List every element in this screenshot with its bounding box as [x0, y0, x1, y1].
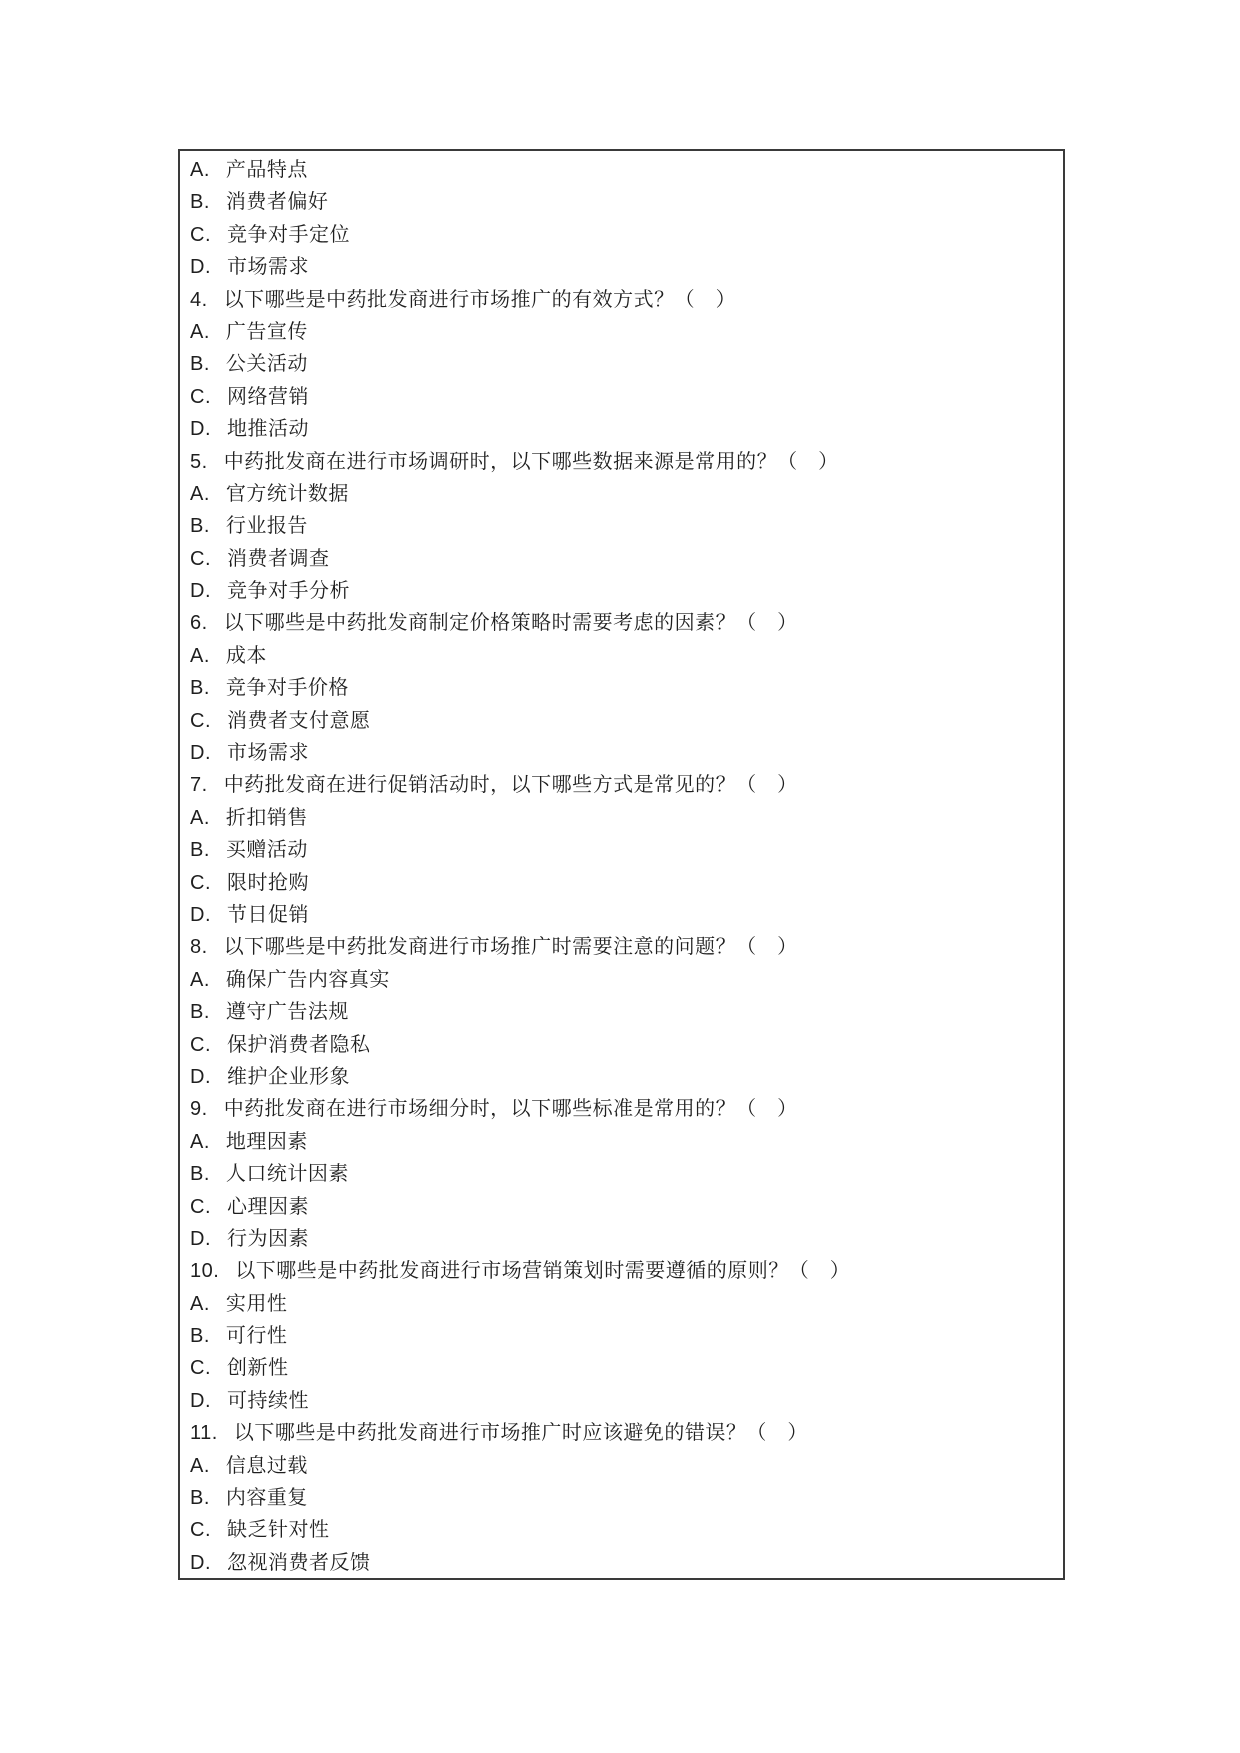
line-label: B. — [190, 515, 210, 538]
line-text: 忽视消费者反馈 — [227, 1551, 371, 1574]
question-line — [190, 931, 1051, 963]
line-label: D. — [190, 742, 211, 765]
option-line — [190, 1061, 1051, 1093]
line-label: A. — [190, 1130, 210, 1153]
option-line — [190, 640, 1051, 672]
option-line — [190, 413, 1051, 445]
line-text: 消费者支付意愿 — [227, 709, 371, 732]
option-line — [190, 834, 1051, 866]
option-line — [190, 1029, 1051, 1061]
line-text: 心理因素 — [227, 1195, 309, 1218]
line-text: 人口统计因素 — [225, 1163, 349, 1186]
line-text: 以下哪些是中药批发商进行市场营销策划时需要遵循的原则？（ ） — [235, 1260, 851, 1283]
question-line — [190, 769, 1051, 801]
line-text: 市场需求 — [227, 742, 309, 765]
line-label: B. — [190, 677, 210, 700]
line-text: 确保广告内容真实 — [225, 968, 390, 991]
line-label: D. — [190, 1551, 211, 1574]
line-text: 缺乏针对性 — [227, 1519, 330, 1542]
line-text: 广告宣传 — [225, 320, 308, 343]
question-line — [190, 446, 1051, 478]
line-label: 10. — [190, 1260, 220, 1283]
option-line — [190, 575, 1051, 607]
line-text: 地理因素 — [225, 1130, 308, 1153]
line-label: C. — [190, 709, 211, 732]
line-label: A. — [190, 482, 210, 505]
line-text: 节日促销 — [227, 903, 309, 926]
line-text: 可行性 — [225, 1325, 288, 1348]
line-label: C. — [190, 1195, 211, 1218]
option-line — [190, 510, 1051, 542]
question-line — [190, 284, 1051, 316]
option-line — [190, 1547, 1051, 1579]
option-line — [190, 543, 1051, 575]
line-label: D. — [190, 256, 211, 279]
line-label: A. — [190, 806, 210, 829]
line-label: D. — [190, 1227, 211, 1250]
option-line — [190, 802, 1051, 834]
line-text: 保护消费者隐私 — [227, 1033, 371, 1056]
line-label: D. — [190, 903, 211, 926]
option-line — [190, 1450, 1051, 1482]
line-label: B. — [190, 839, 210, 862]
option-line — [190, 899, 1051, 931]
line-label: B. — [190, 1163, 210, 1186]
line-label: A. — [190, 644, 210, 667]
line-text: 中药批发商在进行市场细分时，以下哪些标准是常用的？（ ） — [223, 1098, 798, 1121]
question-sheet — [178, 149, 1065, 1580]
option-line — [190, 1320, 1051, 1352]
line-label: 11. — [190, 1422, 218, 1445]
line-text: 买赠活动 — [225, 839, 308, 862]
line-label: D. — [190, 580, 211, 603]
line-text: 以下哪些是中药批发商进行市场推广的有效方式？（ ） — [223, 288, 737, 311]
question-line — [190, 1093, 1051, 1125]
option-line — [190, 1385, 1051, 1417]
line-label: A. — [190, 1454, 210, 1477]
line-text: 竞争对手价格 — [225, 677, 349, 700]
line-label: 7. — [190, 774, 208, 797]
line-label: B. — [190, 1325, 210, 1348]
line-label: 8. — [190, 936, 208, 959]
option-line — [190, 1223, 1051, 1255]
option-line — [190, 672, 1051, 704]
line-label: D. — [190, 1065, 211, 1088]
option-line — [190, 316, 1051, 348]
line-text: 消费者偏好 — [225, 191, 329, 214]
line-label: C. — [190, 385, 211, 408]
line-text: 公关活动 — [225, 353, 308, 376]
line-text: 消费者调查 — [227, 547, 330, 570]
option-line — [190, 1288, 1051, 1320]
line-text: 竞争对手定位 — [227, 223, 350, 246]
line-label: C. — [190, 871, 211, 894]
line-label: 5. — [190, 450, 208, 473]
option-line — [190, 705, 1051, 737]
line-label: D. — [190, 1389, 211, 1412]
line-label: C. — [190, 1033, 211, 1056]
line-text: 折扣销售 — [225, 806, 308, 829]
option-line — [190, 251, 1051, 283]
line-label: C. — [190, 1519, 211, 1542]
option-line — [190, 867, 1051, 899]
option-line — [190, 964, 1051, 996]
line-label: A. — [190, 159, 210, 181]
line-text: 实用性 — [225, 1292, 288, 1315]
option-line — [190, 478, 1051, 510]
line-text: 以下哪些是中药批发商进行市场推广时需要注意的问题？（ ） — [223, 936, 798, 959]
line-label: C. — [190, 223, 211, 246]
line-text: 创新性 — [227, 1357, 289, 1380]
line-label: C. — [190, 1357, 211, 1380]
option-line — [190, 186, 1051, 218]
line-text: 成本 — [225, 644, 267, 667]
line-text: 维护企业形象 — [227, 1065, 350, 1088]
line-text: 网络营销 — [227, 385, 309, 408]
line-label: A. — [190, 1292, 210, 1315]
option-line — [190, 1482, 1051, 1514]
line-label: B. — [190, 1487, 210, 1510]
option-line — [190, 737, 1051, 769]
line-label: 6. — [190, 612, 208, 635]
question-line — [190, 1255, 1051, 1287]
option-line — [190, 1158, 1051, 1190]
line-label: 4. — [190, 288, 208, 311]
question-line — [190, 1417, 1051, 1449]
line-label: D. — [190, 418, 211, 441]
line-label: B. — [190, 353, 210, 376]
option-line — [190, 1191, 1051, 1223]
line-text: 遵守广告法规 — [225, 1001, 349, 1024]
option-line — [190, 1514, 1051, 1546]
option-line — [190, 996, 1051, 1028]
option-line — [190, 348, 1051, 380]
line-text: 行为因素 — [227, 1227, 309, 1250]
line-text: 内容重复 — [225, 1487, 308, 1510]
option-line — [190, 219, 1051, 251]
line-text: 中药批发商在进行市场调研时，以下哪些数据来源是常用的？（ ） — [223, 450, 839, 473]
option-line — [190, 1352, 1051, 1384]
line-text: 官方统计数据 — [225, 482, 349, 505]
option-line — [190, 154, 1051, 186]
question-line — [190, 607, 1051, 639]
line-label: 9. — [190, 1098, 208, 1121]
line-text: 市场需求 — [227, 256, 309, 279]
line-text: 以下哪些是中药批发商制定价格策略时需要考虑的因素？（ ） — [223, 612, 798, 635]
line-label: C. — [190, 547, 211, 570]
option-line — [190, 381, 1051, 413]
line-label: A. — [190, 320, 210, 343]
line-text: 中药批发商在进行促销活动时，以下哪些方式是常见的？（ ） — [223, 774, 798, 797]
line-text: 地推活动 — [227, 418, 309, 441]
option-line — [190, 1126, 1051, 1158]
line-text: 行业报告 — [225, 515, 308, 538]
line-text: 以下哪些是中药批发商进行市场推广时应该避免的错误？（ ） — [233, 1422, 808, 1445]
line-text: 限时抢购 — [227, 871, 309, 894]
line-text: 竞争对手分析 — [227, 580, 350, 603]
line-text: 可持续性 — [227, 1389, 309, 1412]
line-label: B. — [190, 1001, 210, 1024]
line-text: 信息过载 — [225, 1454, 308, 1477]
line-label: A. — [190, 968, 210, 991]
line-label: B. — [190, 191, 210, 214]
line-text: 产品特点 — [225, 159, 308, 181]
